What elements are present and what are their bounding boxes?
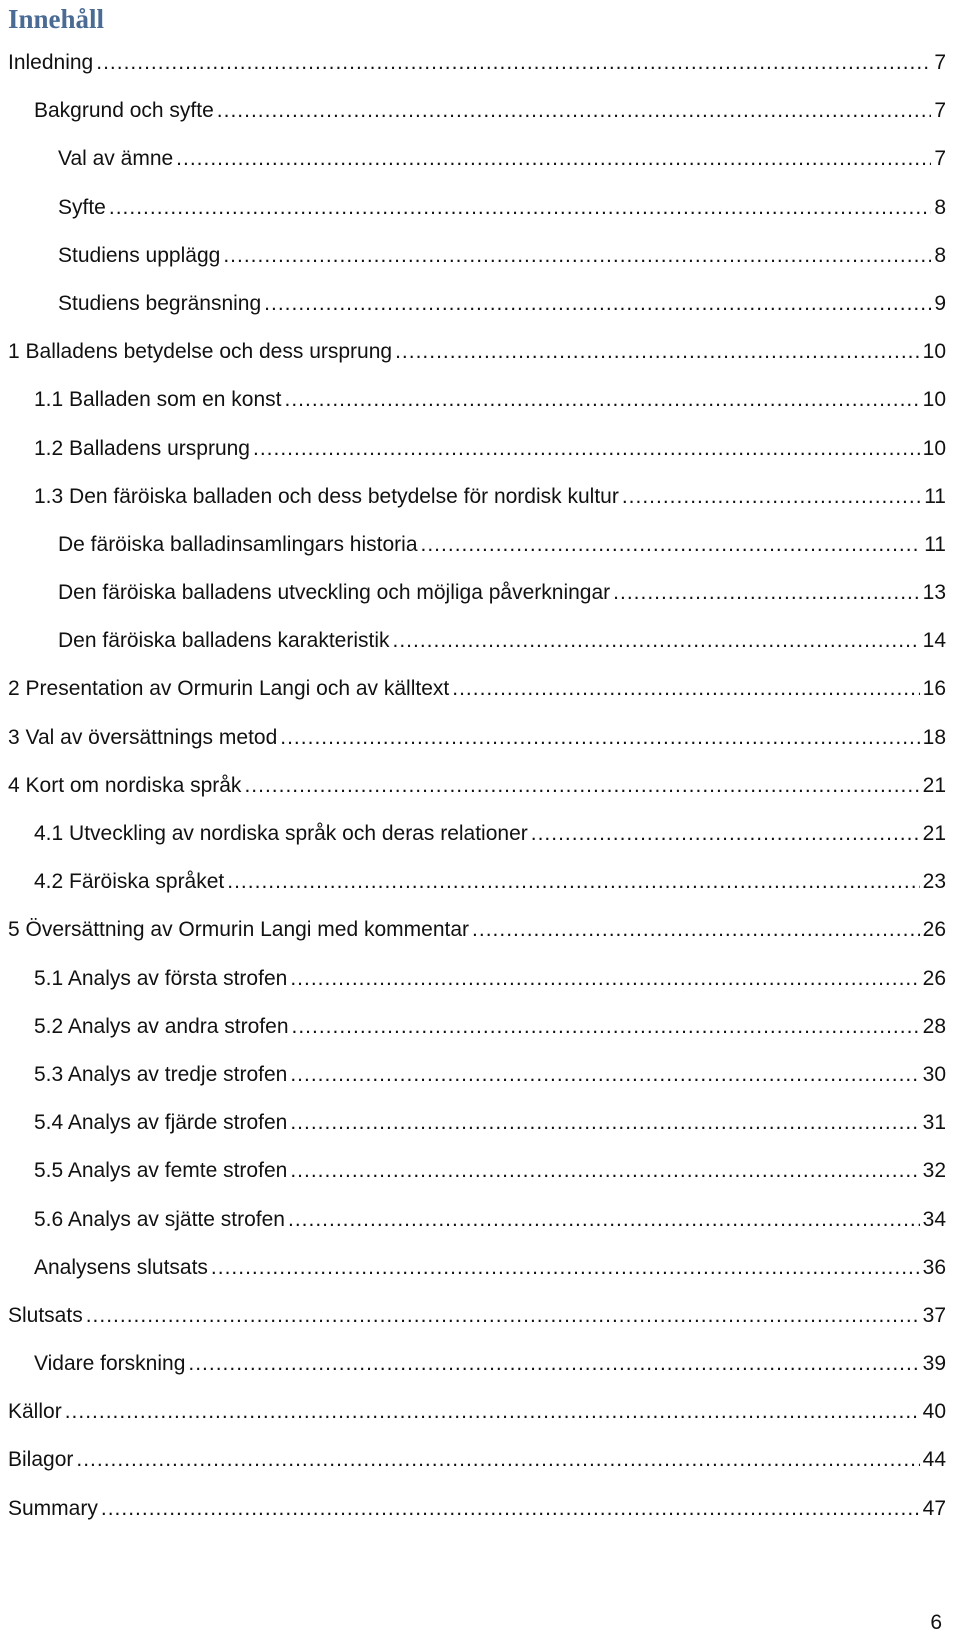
toc-dot-leader <box>227 866 919 898</box>
toc-entry-page: 40 <box>922 1400 946 1424</box>
toc-entry[interactable] <box>0 1300 960 1348</box>
toc-dot-leader <box>395 336 920 368</box>
toc-entry-title: Analysens slutsats <box>34 1255 208 1279</box>
toc-entry[interactable] <box>0 577 960 625</box>
toc-entry-page: 8 <box>934 243 946 267</box>
toc-dot-leader <box>76 1444 919 1476</box>
toc-entry-page: 37 <box>922 1303 946 1327</box>
toc-entry-title: 3 Val av översättnings metod <box>8 725 278 749</box>
toc-entry-page: 34 <box>922 1207 946 1231</box>
toc-entry[interactable] <box>0 1011 960 1059</box>
toc-heading: Innehåll <box>8 4 105 34</box>
toc-dot-leader <box>290 963 919 995</box>
toc-entry-title: Den färöiska balladens utveckling och möjliga påverkningar <box>58 581 611 605</box>
toc-entry[interactable] <box>0 1396 960 1444</box>
toc-entry-page: 10 <box>922 340 946 364</box>
toc-entry-title: 5.5 Analys av femte strofen <box>34 1159 288 1183</box>
toc-entry-title: Källor <box>8 1400 62 1424</box>
toc-entry-title: 5.1 Analys av första strofen <box>34 966 288 990</box>
toc-entry-page: 13 <box>922 581 946 605</box>
toc-entry[interactable] <box>0 240 960 288</box>
toc-entry-title: 4.2 Färöiska språket <box>34 870 225 894</box>
toc-list <box>0 47 960 1541</box>
page-number: 6 <box>930 1611 942 1634</box>
toc-entry-page: 31 <box>922 1111 946 1135</box>
toc-entry-title: Den färöiska balladens karakteristik <box>58 629 390 653</box>
toc-dot-leader <box>472 914 920 946</box>
toc-entry-title: Bakgrund och syfte <box>34 99 214 123</box>
toc-entry-title: 4.1 Utveckling av nordiska språk och deras relationer <box>34 822 528 845</box>
toc-entry-page: 30 <box>922 1062 946 1086</box>
toc-dot-leader <box>223 240 931 272</box>
toc-entry-title: Studiens begränsning <box>58 291 262 315</box>
toc-dot-leader <box>253 433 920 465</box>
toc-entry[interactable] <box>0 336 960 384</box>
toc-dot-leader <box>613 577 919 609</box>
toc-dot-leader <box>452 673 919 705</box>
toc-entry-title: 5.6 Analys av sjätte strofen <box>34 1207 285 1231</box>
toc-entry-page: 7 <box>934 147 946 171</box>
toc-entry[interactable] <box>0 722 960 770</box>
toc-entry[interactable] <box>0 192 960 240</box>
toc-dot-leader <box>86 1300 920 1332</box>
toc-dot-leader <box>285 384 920 416</box>
toc-entry[interactable] <box>0 1493 960 1541</box>
toc-entry-title: 5 Översättning av Ormurin Langi med kommentar <box>8 918 470 942</box>
toc-entry-title: De färöiska balladinsamlingars historia <box>58 532 418 556</box>
toc-entry-title: Inledning <box>8 51 94 74</box>
toc-entry-page: 7 <box>934 51 946 74</box>
toc-entry-title: Slutsats <box>8 1303 83 1327</box>
toc-entry-page: 44 <box>922 1448 946 1472</box>
toc-entry-title: 5.2 Analys av andra strofen <box>34 1014 289 1038</box>
toc-entry-page: 11 <box>924 532 946 556</box>
toc-entry[interactable] <box>0 433 960 481</box>
toc-dot-leader <box>217 95 932 127</box>
toc-entry-title: Vidare forskning <box>34 1352 186 1376</box>
toc-entry-page: 16 <box>922 677 946 701</box>
toc-entry-title: 1.2 Balladens ursprung <box>34 436 250 460</box>
toc-entry[interactable] <box>0 1107 960 1155</box>
toc-dot-leader <box>264 288 931 320</box>
toc-entry-title: 1.3 Den färöiska balladen och dess betydelse för nordisk kultur <box>34 484 619 508</box>
toc-entry-page: 11 <box>924 484 946 508</box>
toc-entry-page: 21 <box>922 822 946 845</box>
toc-entry-page: 28 <box>922 1014 946 1038</box>
toc-entry-title: 1 Balladens betydelse och dess ursprung <box>8 340 393 364</box>
toc-entry[interactable] <box>0 95 960 143</box>
toc-dot-leader <box>622 481 921 513</box>
toc-dot-leader <box>244 770 919 802</box>
toc-entry[interactable] <box>0 481 960 529</box>
toc-dot-leader <box>290 1155 919 1187</box>
toc-dot-leader <box>101 1493 920 1525</box>
toc-entry[interactable] <box>0 288 960 336</box>
toc-entry[interactable] <box>0 1252 960 1300</box>
toc-entry[interactable] <box>0 529 960 577</box>
toc-dot-leader <box>188 1348 919 1380</box>
toc-entry[interactable] <box>0 1204 960 1252</box>
toc-entry[interactable] <box>0 143 960 191</box>
toc-dot-leader <box>290 1107 919 1139</box>
toc-entry-page: 21 <box>922 773 946 797</box>
toc-dot-leader <box>531 818 920 850</box>
toc-entry-page: 9 <box>934 291 946 315</box>
toc-dot-leader <box>290 1059 919 1091</box>
toc-entry-title: Syfte <box>58 195 106 219</box>
toc-entry-page: 8 <box>934 195 946 219</box>
toc-entry-page: 10 <box>922 388 946 412</box>
toc-entry[interactable] <box>0 866 960 914</box>
toc-entry[interactable] <box>0 625 960 673</box>
toc-entry[interactable] <box>0 1059 960 1107</box>
toc-dot-leader <box>65 1396 920 1428</box>
toc-entry[interactable] <box>0 1348 960 1396</box>
toc-entry-page: 26 <box>922 966 946 990</box>
toc-dot-leader <box>96 47 931 79</box>
toc-entry-page: 47 <box>922 1496 946 1520</box>
toc-entry-page: 18 <box>922 725 946 749</box>
toc-dot-leader <box>211 1252 920 1284</box>
toc-dot-leader <box>393 625 920 657</box>
toc-entry-page: 39 <box>922 1352 946 1376</box>
toc-entry-page: 36 <box>922 1255 946 1279</box>
toc-entry[interactable] <box>0 1155 960 1203</box>
toc-entry-page: 26 <box>922 918 946 942</box>
toc-entry[interactable] <box>0 384 960 432</box>
toc-entry-title: Val av ämne <box>58 147 174 171</box>
toc-entry-page: 32 <box>922 1159 946 1183</box>
toc-entry-title: 5.3 Analys av tredje strofen <box>34 1062 288 1086</box>
toc-entry-title: Studiens upplägg <box>58 243 221 267</box>
toc-entry[interactable] <box>0 673 960 721</box>
toc-entry[interactable] <box>0 1444 960 1492</box>
toc-entry[interactable] <box>0 963 960 1011</box>
toc-entry-title: 1.1 Balladen som en konst <box>34 388 282 412</box>
toc-entry-title: 5.4 Analys av fjärde strofen <box>34 1111 288 1135</box>
toc-dot-leader <box>109 192 931 224</box>
toc-dot-leader <box>288 1204 920 1236</box>
toc-entry-page: 7 <box>934 99 946 123</box>
toc-dot-leader <box>280 722 919 754</box>
toc-dot-leader <box>421 529 922 561</box>
toc-entry[interactable] <box>0 818 960 866</box>
toc-dot-leader <box>176 143 931 175</box>
toc-entry-page: 14 <box>922 629 946 653</box>
toc-entry-title: Bilagor <box>8 1448 74 1472</box>
toc-entry-title: 4 Kort om nordiska språk <box>8 773 242 797</box>
toc-dot-leader <box>292 1011 920 1043</box>
toc-entry-title: Summary <box>8 1496 98 1520</box>
toc-entry-title: 2 Presentation av Ormurin Langi och av källtext <box>8 677 450 701</box>
toc-entry-page: 10 <box>922 436 946 460</box>
toc-entry[interactable] <box>0 770 960 818</box>
toc-entry-page: 23 <box>922 870 946 894</box>
toc-entry[interactable] <box>0 914 960 962</box>
toc-entry[interactable] <box>0 47 960 95</box>
